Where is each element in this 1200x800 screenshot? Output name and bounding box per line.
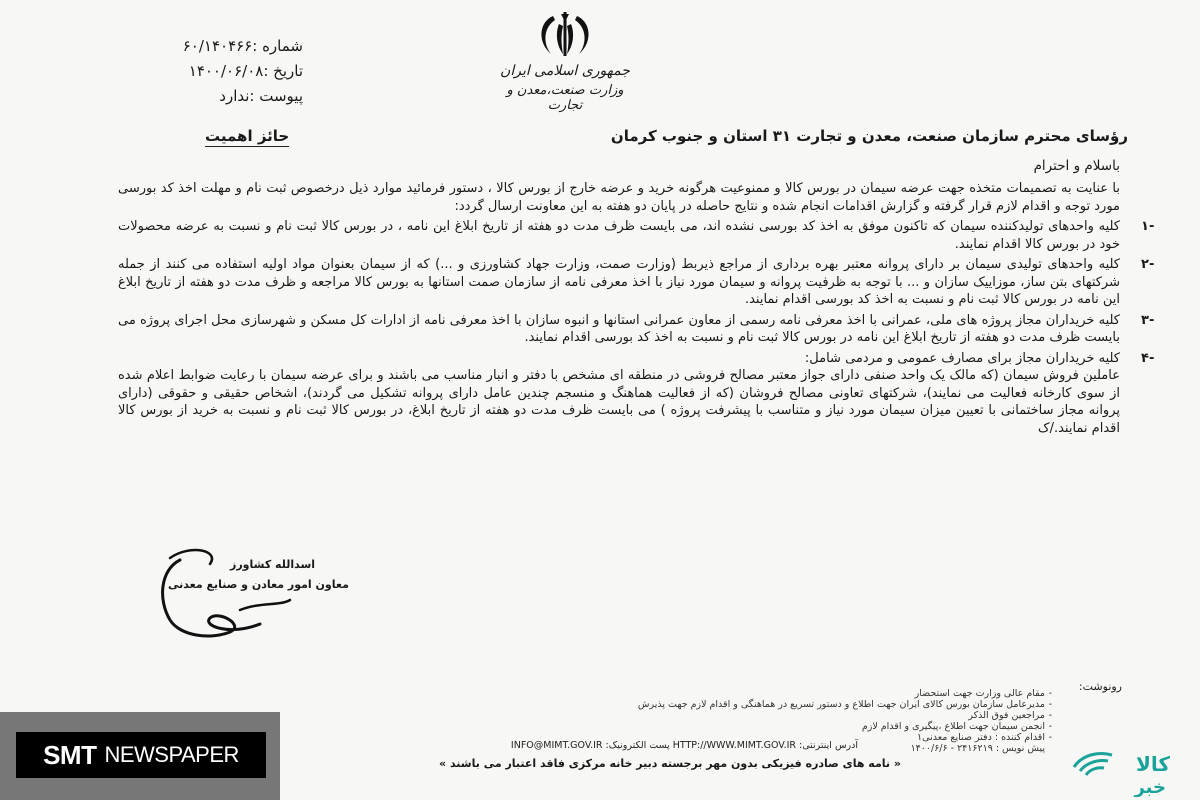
letter-date: تاریخ :۱۴۰۰/۰۶/۰۸ [188,62,303,80]
letter-recipient: رؤسای محترم سازمان صنعت، معدن و تجارت ۳۱ استان و جنوب کرمان [610,127,1128,145]
cc-item: انجمن سیمان جهت اطلاع ،پیگیری و اقدام لازم [861,721,1045,732]
item-text: کلیه خریداران مجاز برای مصارف عمومی و مردمی شامل: [804,350,1120,366]
cc-item: مقام عالی وزارت جهت استحضار [914,688,1045,699]
letter-attachment: پیوست :ندارد [219,87,303,105]
list-item [118,350,1155,368]
newspaper-badge [0,712,280,800]
handwritten-signature [150,540,300,650]
item-number: -۱ [1141,219,1155,234]
letterhead [490,10,640,113]
letter-greeting: باسلام و احترام [1033,158,1120,174]
footer-contacts: آدرس اینترنتی: HTTP://WWW.MIMT.GOV.IR پست الکترونیک: INFO@MIMT.GOV.IR [510,740,858,751]
badge-part2: NEWSPAPER [104,742,239,767]
cc-label: رونوشت: [1078,680,1122,693]
item4-detail: عاملین فروش سیمان (که مالک یک واحد صنفی دارای جواز معتبر مصالح فروشی در منطقه ای مشخص با دفتر و انبار مناسب می باشند و برای عرضه سیمان با رعایت ضوابط اعلام شده از سوی کارخانه فعالیت می نمایند)، شرکتهای تعاونی مصالح فروشان (که از فعالیت هماهنگ و منسجم چندین عامل دارای پروانه تشکیل می گردند)، اشخاص حقیقی و حقوقی (دارای پروانه مجاز ساختمانی با تعیین میزان سیمان مورد نیاز و متناسب با پیشرفت پروژه ) می بایست ظرف مدت دو هفته از تاریخ ابلاغ، در بورس کالا ثبت نام و نسبت به خرید از بورس کالا اقدام نمایند./ک [118,368,1120,436]
list-item [118,218,1155,253]
ministry-name: وزارت صنعت،معدن و تجارت [506,83,624,113]
item-number: -۳ [1141,312,1155,328]
letter-body [118,180,1155,437]
letter-items [118,218,1155,367]
item-number: -۲ [1141,257,1155,272]
item-text: کلیه خریداران مجاز پروژه های ملی، عمرانی با اخذ معرفی نامه رسمی از معاون عمرانی استانها و انبوه سازان با اخذ معرفی نامه از ادارات کل مسکن و شهرسازی محل اجرای پروژه می بایست ظرف مدت دو هفته از تاریخ ابلاغ این نامه در بورس کالا ثبت نام و نسبت به اخذ کد بورسی اقدام نمایند. [118,312,1120,345]
badge-part1: SMT [43,739,97,770]
iran-emblem-icon [533,10,597,60]
signer-title: معاون امور معادن و صنایع معدنی [168,578,349,591]
list-item [118,312,1155,347]
cc-dashes: - - - - - [1048,688,1052,743]
kala-khabar-logo-icon [1068,745,1178,797]
logo-line2: خبر [1134,777,1166,797]
cc-item: اقدام کننده : دفتر صنایع معدنی۱ [917,732,1045,743]
item-number: -۴ [1141,350,1155,366]
cc-item: پیش نویس : ۲۴۱۶۲۱۹ - ۱۴۰۰/۶/۶ [910,743,1045,754]
footer-note: « نامه های صادره فیزیکی بدون مهر برجسته دبیر خانه مرکزی فاقد اعتبار می باشند » [439,757,901,770]
signer-name: اسدالله کشاورز [230,558,316,571]
item-text: کلیه واحدهای تولیدکننده سیمان که تاکنون موفق به اخذ کد بورسی نشده اند، می بایست ظرف مدت دو هفته از تاریخ ابلاغ این نامه ، در بورس کالا ثبت نام و نسبت به عرضه محصولات خود در بورس کالا اقدام نمایند. [118,219,1120,252]
letter-number: شماره :۶۰/۱۴۰۴۶۶ [182,37,303,55]
government-title: جمهوری اسلامی ایران [500,63,630,79]
letter-intro: با عنایت به تصمیمات متخذه جهت عرضه سیمان در بورس کالا و ممنوعیت هرگونه خرید و عرضه خارج از بورس کالا ، دستور فرمائید موارد ذیل درخصوص ثبت نام و مهلت اخذ کد بورسی مورد توجه و اقدام لازم قرار گرفته و گزارش اقدامات انجام شده و نتایج حاصله در پایان دو هفته به این معاونت ارسال گردد: [118,181,1120,214]
logo-line1: کالا [1135,752,1170,776]
urgency-label: حائز اهمیت [205,127,290,145]
cc-item: مدیرعامل سازمان بورس کالای ایران جهت اطلاع و دستور تسریع در هماهنگی و اقدام لازم جهت پذیرش مراجعین فوق الذکر [637,699,1045,721]
item-text: کلیه واحدهای تولیدی سیمان بر دارای پروانه معتبر بهره برداری از مراجع ذیربط (وزارت صمت، وزارت جهاد کشاورزی و ...) که از سیمان بعنوان مواد اولیه استفاده می کنند از جمله شرکتهای بتن ساز، موزاییک سازان و ... با توجه به ظرفیت پروانه و سیمان مورد نیاز با اخذ معرفی نامه از سازمان صمت استانها به بورس کالا مراجعه و ظرف مدت دو هفته از تاریخ ابلاغ این نامه در بورس کالا ثبت نام و نسبت به اخذ کد بورسی اقدام نمایند. [118,257,1120,307]
letter-meta [98,34,303,109]
list-item [118,256,1155,309]
badge-label [16,732,266,778]
